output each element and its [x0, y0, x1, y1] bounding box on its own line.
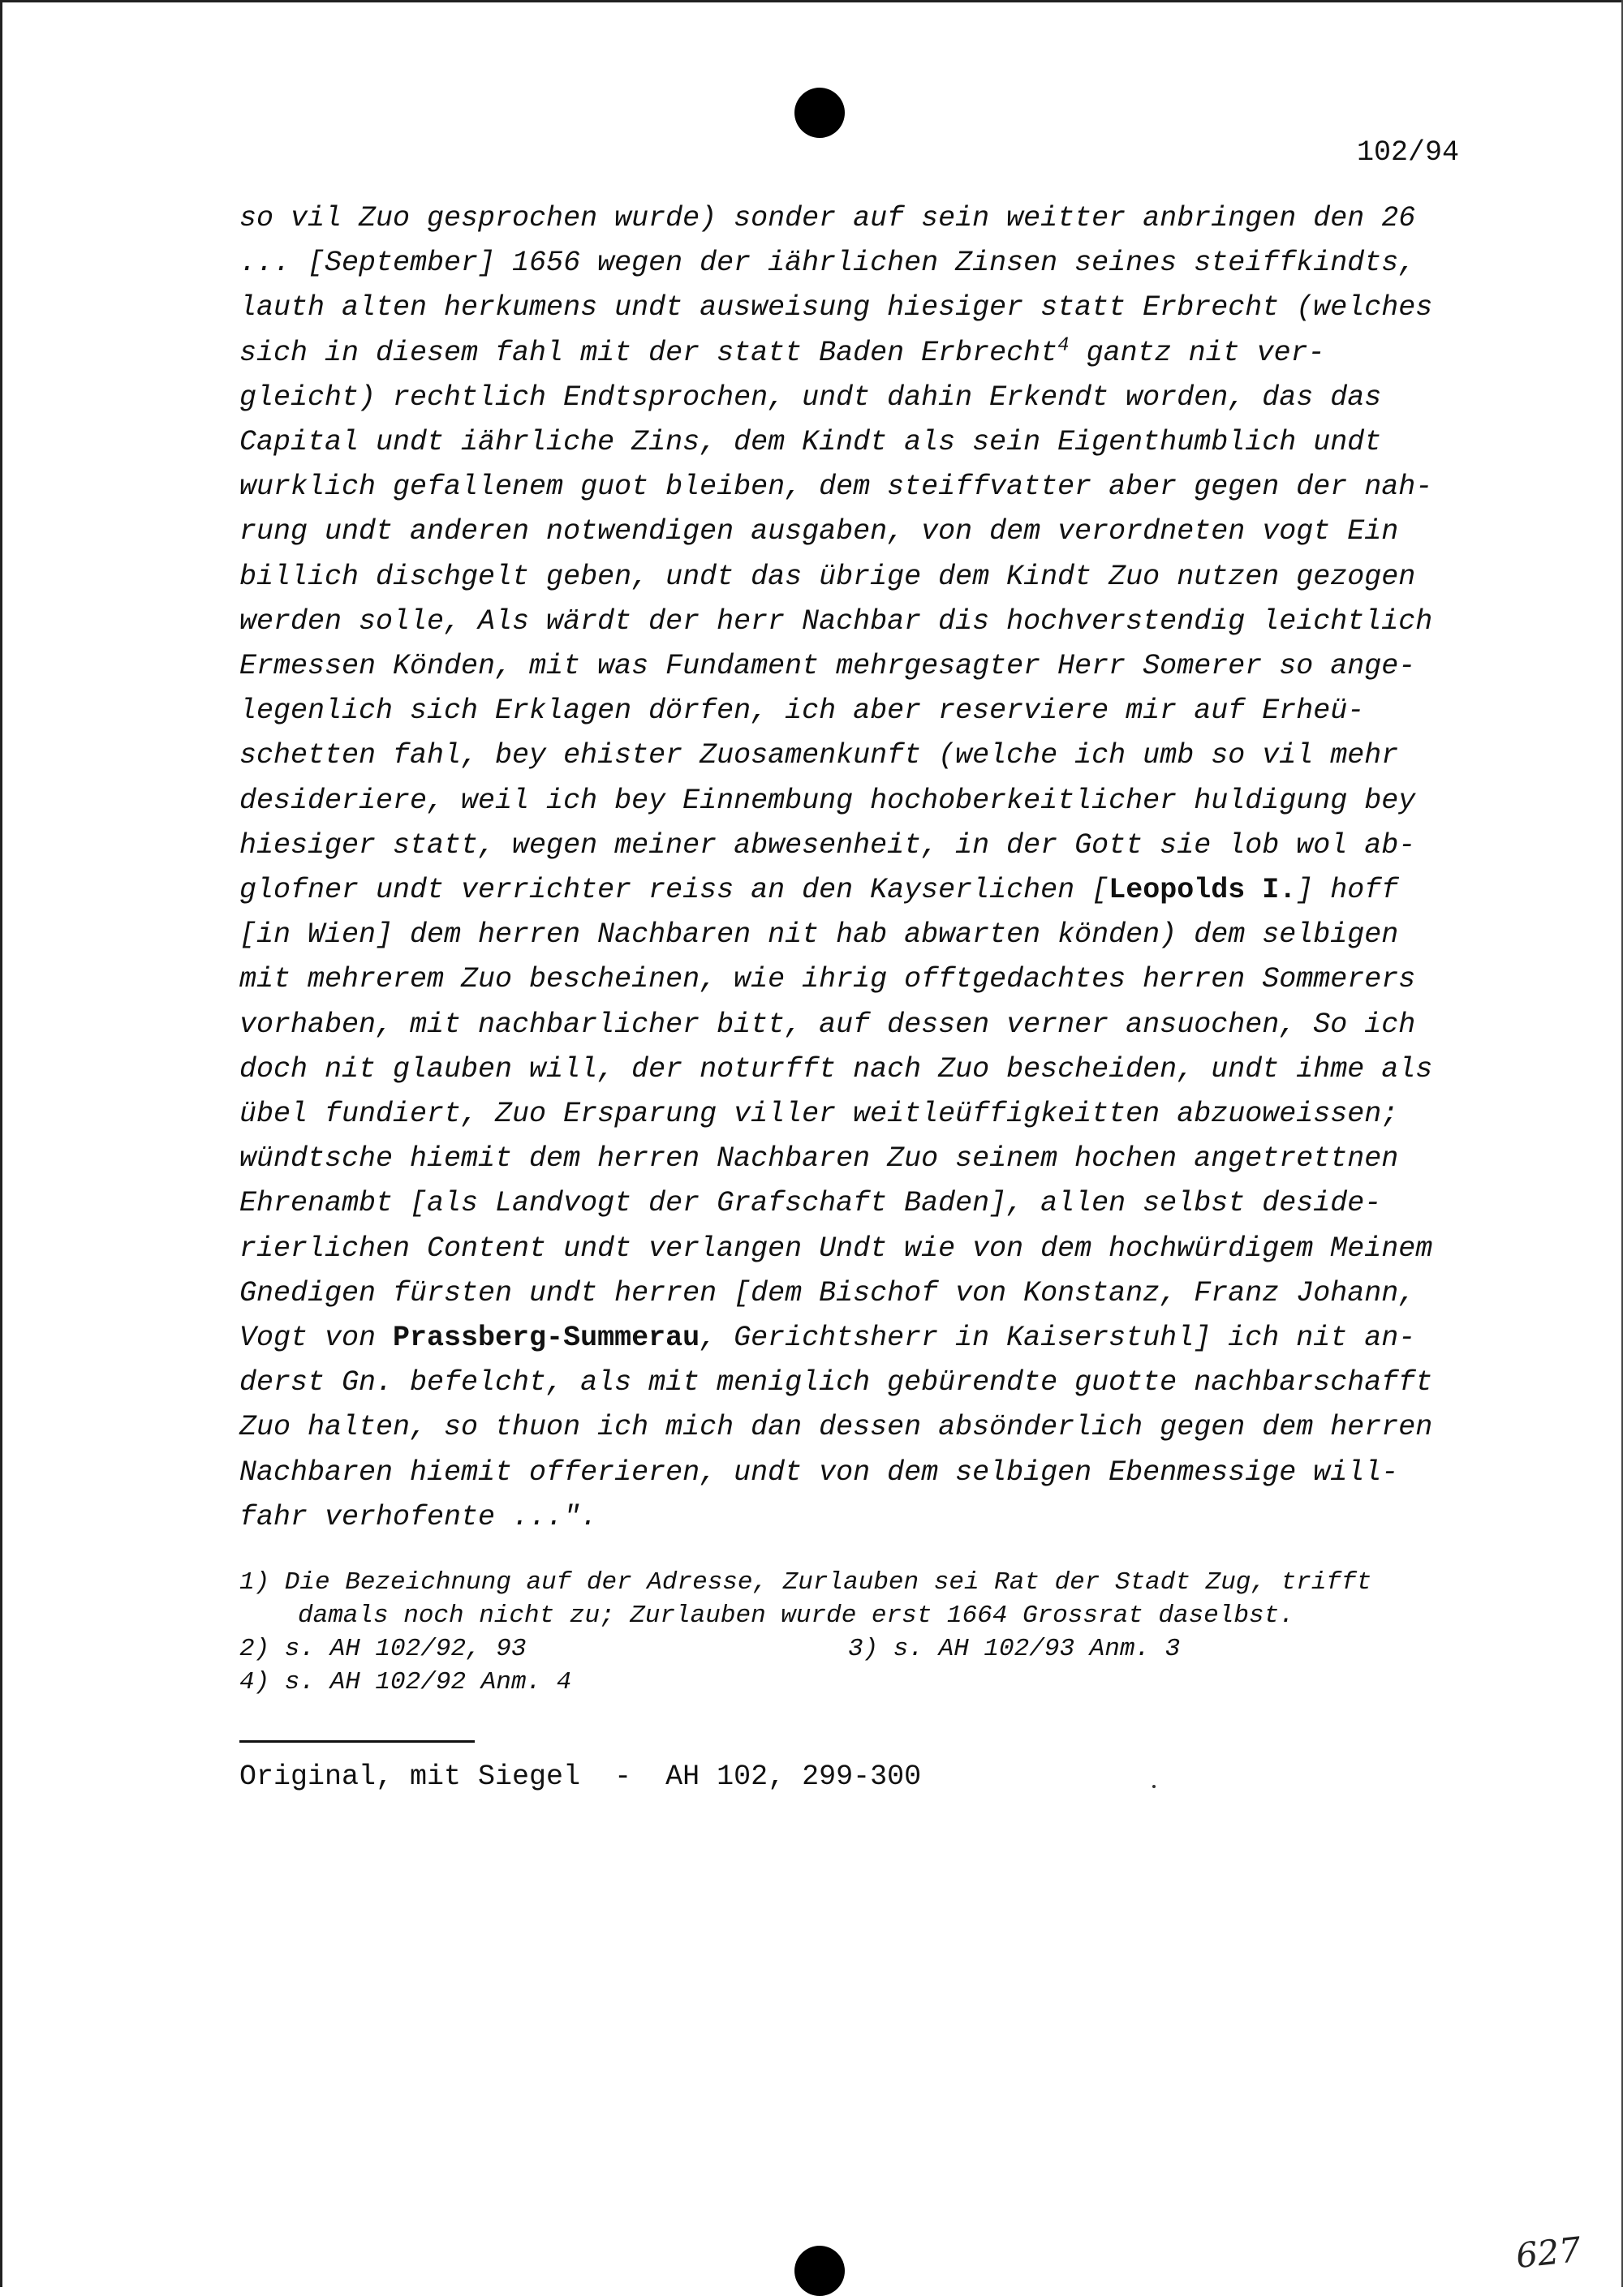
body-line [239, 868, 1538, 913]
punch-hole-bottom [794, 2246, 845, 2296]
body-line: desideriere, weil ich bey Einnembung hochoberkeitlicher huldigung bey [239, 784, 1416, 817]
body-line-segment: gantz nit ver- [1069, 336, 1325, 369]
body-line: wündtsche hiemit dem herren Nachbaren Zuo seinem hochen angetrettnen [239, 1142, 1399, 1176]
body-line: Ermessen Könden, mit was Fundament mehrgesagter Herr Somerer so ange- [239, 650, 1416, 683]
bold-name: Leopolds I. [1109, 874, 1297, 907]
footnotes [239, 1566, 1570, 1699]
body-line: Capital undt iährliche Zins, dem Kindt als sein Eigenthumblich undt [239, 426, 1382, 459]
body-line-segment: , Gerichtsherr in Kaiserstuhl] ich nit an- [700, 1322, 1416, 1355]
stray-mark [1152, 1785, 1156, 1788]
body-line: hiesiger statt, wegen meiner abwesenheit, in der Gott sie lob wol ab- [239, 828, 1416, 862]
body-line: Ehrenambt [als Landvogt der Grafschaft Baden], allen selbst deside- [239, 1187, 1382, 1220]
body-line: werden solle, Als wärdt der herr Nachbar dis hochverstendig leichtlich [239, 604, 1433, 638]
punch-hole-top [794, 88, 845, 138]
body-line: derst Gn. befelcht, als mit meniglich gebürendte guotte nachbarschafft [239, 1366, 1433, 1400]
body-line-segment: glofner undt verrichter reiss an den Kayserlichen [ [239, 874, 1109, 907]
body-line: [in Wien] dem herren Nachbaren nit hab abwarten könden) dem selbigen [239, 918, 1399, 952]
body-line: Zuo halten, so thuon ich mich dan dessen absönderlich gegen dem herren [239, 1411, 1433, 1444]
bold-name: Prassberg-Summerau [393, 1322, 700, 1355]
body-line: schetten fahl, bey ehister Zuosamenkunft (welche ich umb so vil mehr [239, 739, 1399, 772]
footnote-1: 1) Die Bezeichnung auf der Adresse, Zurlauben sei Rat der Stadt Zug, trifft [239, 1568, 1372, 1597]
footnote-1-continuation: damals noch nicht zu; Zurlauben wurde erst 1664 Grossrat daselbst. [298, 1602, 1294, 1630]
body-line: vorhaben, mit nachbarlicher bitt, auf dessen verner ansuochen, So ich [239, 1008, 1416, 1041]
body-line: Nachbaren hiemit offerieren, undt von dem selbigen Ebenmessige will- [239, 1455, 1399, 1489]
body-line: gleicht) rechtlich Endtsprochen, undt dahin Erkendt worden, das das [239, 381, 1382, 414]
scan-border-left [0, 0, 2, 2287]
footnote-separator-rule [239, 1740, 475, 1743]
body-line: rierlichen Content undt verlangen Undt wie von dem hochwürdigem Meinem [239, 1232, 1433, 1265]
body-line: ... [September] 1656 wegen der iährlichen Zinsen seines steiffkindts, [239, 247, 1416, 280]
body-line: billich dischgelt geben, undt das übrige dem Kindt Zuo nutzen gezogen [239, 560, 1416, 593]
letter-body-text [239, 196, 1538, 1540]
body-line: legenlich sich Erklagen dörfen, ich aber reserviere mir auf Erheü- [239, 694, 1365, 728]
body-line-segment: sich in diesem fahl mit der statt Baden Erbrecht [239, 336, 1058, 369]
footnote-row-2-3 [239, 1632, 1570, 1666]
footnote-4: 4) s. AH 102/92 Anm. 4 [239, 1668, 572, 1696]
body-line: so vil Zuo gesprochen wurde) sonder auf sein weitter anbringen den 26 [239, 202, 1416, 234]
body-line: mit mehrerem Zuo bescheinen, wie ihrig offtgedachtes herren Sommerers [239, 963, 1416, 996]
scan-border-top [0, 0, 1623, 2]
body-line [239, 331, 1538, 376]
body-line: Gnedigen fürsten undt herren [dem Bischof von Konstanz, Franz Johann, [239, 1276, 1416, 1309]
body-line: wurklich gefallenem guot bleiben, dem steiffvatter aber gegen der nah- [239, 471, 1433, 504]
source-reference: Original, mit Siegel - AH 102, 299-300 [239, 1761, 922, 1793]
page-number: 102/94 [1357, 136, 1460, 169]
handwritten-archive-number: 627 [1513, 2229, 1583, 2277]
body-line-segment: ] hoff [1296, 874, 1399, 907]
footnote-ref-4: 4 [1057, 333, 1070, 356]
body-line-segment: Vogt von [239, 1322, 394, 1355]
body-line: doch nit glauben will, der noturfft nach Zuo bescheiden, undt ihme als [239, 1052, 1433, 1086]
body-line [239, 1316, 1538, 1361]
body-line: übel fundiert, Zuo Ersparung viller weitleüffigkeitten abzuoweissen; [239, 1098, 1399, 1131]
body-line: fahr verhofente ...". [239, 1500, 598, 1533]
footnote-2: 2) s. AH 102/92, 93 [239, 1635, 527, 1663]
body-line: rung undt anderen notwendigen ausgaben, von dem verordneten vogt Ein [239, 515, 1399, 548]
body-line: lauth alten herkumens undt ausweisung hiesiger statt Erbrecht (welches [239, 291, 1433, 325]
footnote-3: 3) s. AH 102/93 Anm. 3 [848, 1635, 1181, 1663]
